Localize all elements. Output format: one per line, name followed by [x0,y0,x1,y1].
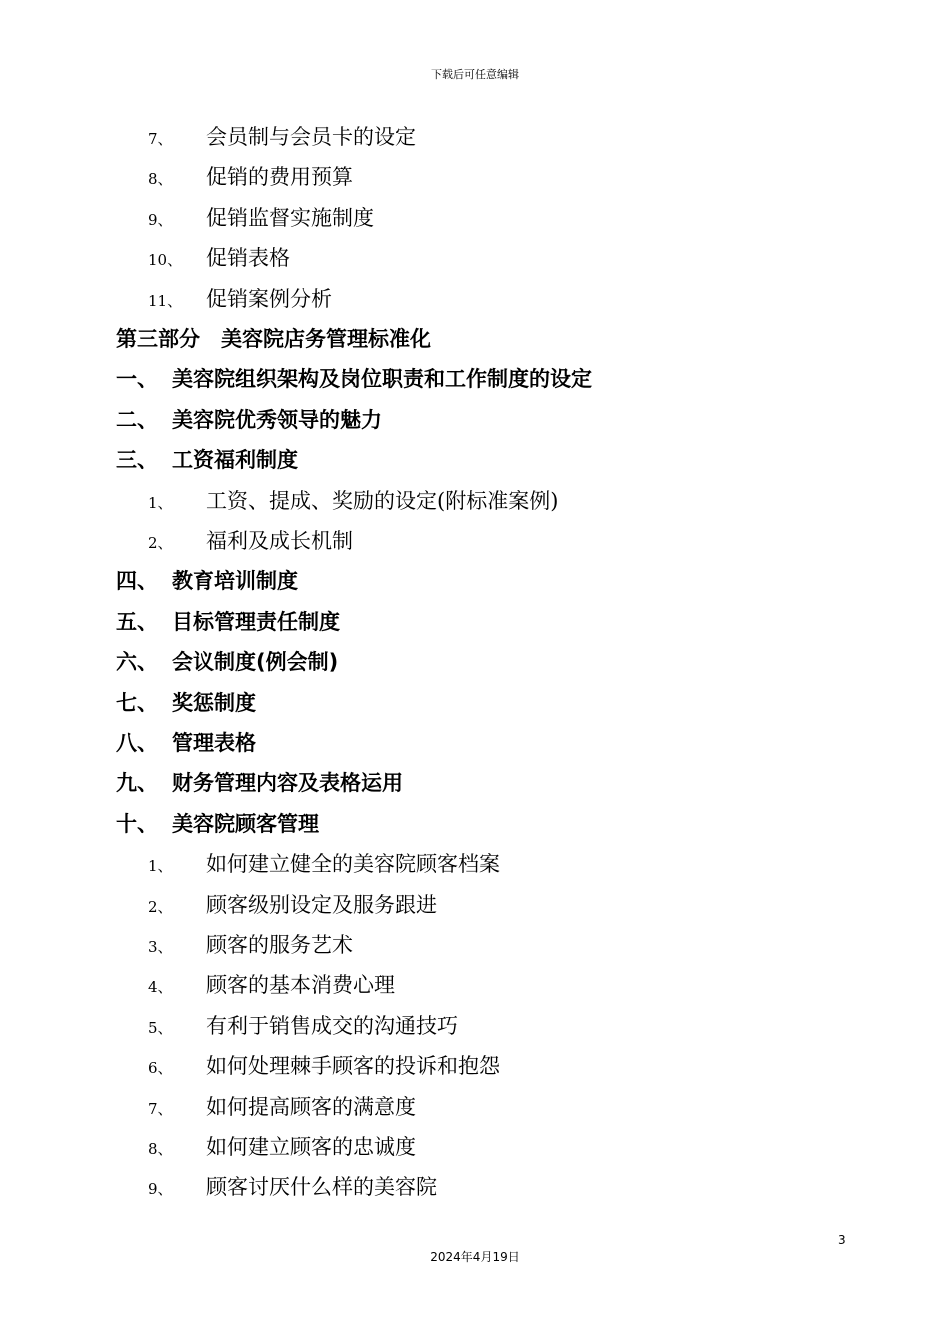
line-text: 目标管理责任制度 [172,610,340,634]
section-heading [116,609,340,635]
section-heading [116,366,592,392]
section-heading [116,649,338,675]
footer-date: 2024年4月19日 [430,1250,520,1264]
line-text: 促销案例分析 [206,287,332,311]
list-number: 一、 [116,367,158,391]
list-number: 2、 [148,898,173,916]
section-heading [116,690,256,716]
section-heading [116,811,319,837]
list-item [148,124,416,150]
section-title [116,326,431,352]
list-number: 9、 [148,211,173,229]
list-number: 6、 [148,1059,173,1077]
list-item [148,528,353,554]
line-text: 管理表格 [172,731,256,755]
list-item [148,286,332,312]
section-heading [116,407,382,433]
line-text: 工资、提成、奖励的设定(附标准案例) [206,489,559,513]
page-number: 3 [838,1233,846,1247]
list-number: 四、 [116,569,158,593]
list-item [148,205,374,231]
line-text: 第三部分 美容院店务管理标准化 [116,327,431,351]
list-number: 1、 [148,857,173,875]
list-number: 十、 [116,812,158,836]
list-item [148,932,353,958]
list-item [148,972,395,998]
page-header: 下载后可任意编辑 [431,68,519,81]
list-item [148,1134,416,1160]
list-number: 2、 [148,534,173,552]
line-text: 促销表格 [206,246,290,270]
list-item [148,851,500,877]
list-item [148,892,437,918]
list-number: 六、 [116,650,158,674]
line-text: 促销监督实施制度 [206,206,374,230]
list-number: 八、 [116,731,158,755]
list-item [148,164,353,190]
line-text: 如何提高顾客的满意度 [206,1095,416,1119]
line-text: 促销的费用预算 [206,165,353,189]
list-number: 4、 [148,978,173,996]
line-text: 顾客的基本消费心理 [206,973,395,997]
line-text: 福利及成长机制 [206,529,353,553]
line-text: 顾客级别设定及服务跟进 [206,893,437,917]
list-number: 9、 [148,1180,173,1198]
list-number: 11、 [148,292,183,310]
list-item [148,488,558,514]
list-number: 1、 [148,494,173,512]
list-item [148,245,290,271]
list-item [148,1094,416,1120]
line-text: 会员制与会员卡的设定 [206,125,416,149]
list-number: 8、 [148,170,173,188]
list-number: 7、 [148,1100,173,1118]
list-number: 五、 [116,610,158,634]
line-text: 奖惩制度 [172,691,256,715]
line-text: 美容院组织架构及岗位职责和工作制度的设定 [172,367,592,391]
line-text: 教育培训制度 [172,569,298,593]
list-number: 3、 [148,938,173,956]
list-number: 5、 [148,1019,173,1037]
line-text: 美容院顾客管理 [172,812,319,836]
list-item [148,1013,458,1039]
line-text: 如何建立顾客的忠诚度 [206,1135,416,1159]
section-heading [116,730,256,756]
line-text: 美容院优秀领导的魅力 [172,408,382,432]
section-heading [116,568,298,594]
list-number: 七、 [116,691,158,715]
line-text: 顾客讨厌什么样的美容院 [206,1175,437,1199]
line-text: 工资福利制度 [172,448,298,472]
list-number: 二、 [116,408,158,432]
line-text: 如何处理棘手顾客的投诉和抱怨 [206,1054,500,1078]
line-text: 顾客的服务艺术 [206,933,353,957]
section-heading [116,770,403,796]
line-text: 会议制度(例会制) [172,650,339,674]
list-number: 7、 [148,130,173,148]
line-text: 财务管理内容及表格运用 [172,771,403,795]
list-item [148,1174,437,1200]
line-text: 如何建立健全的美容院顾客档案 [206,852,500,876]
list-number: 九、 [116,771,158,795]
list-number: 三、 [116,448,158,472]
list-number: 10、 [148,251,183,269]
list-number: 8、 [148,1140,173,1158]
section-heading [116,447,298,473]
line-text: 有利于销售成交的沟通技巧 [206,1014,458,1038]
list-item [148,1053,500,1079]
